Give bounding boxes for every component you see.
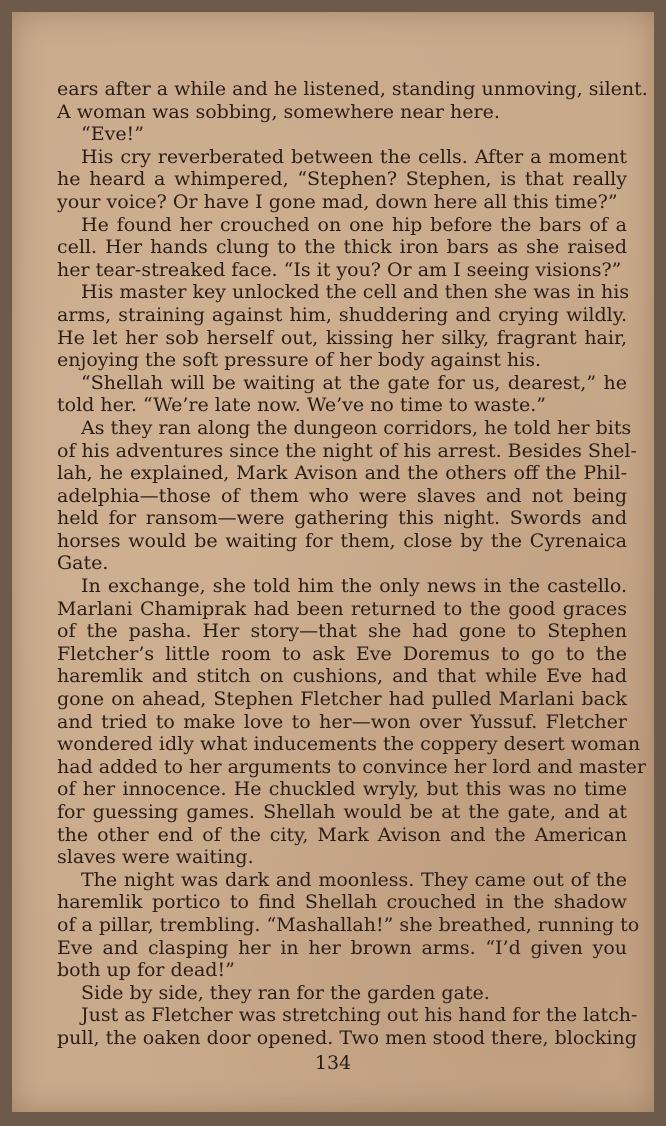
text-line: both up for dead!”: [57, 959, 235, 982]
text-line: In exchange, she told him the only news in the castello.: [81, 575, 627, 598]
text-line: ears after a while and he listened, standing unmoving, silent.: [57, 78, 648, 100]
text-line: adelphia—those of them who were slaves and not being: [57, 484, 627, 507]
text-line: haremlik and stitch on cushions, and that while Eve had: [57, 665, 627, 688]
text-line: haremlik portico to find Shellah crouched in the shadow: [57, 891, 627, 914]
text-line: lah, he explained, Mark Avison and the others off the Phil-: [57, 462, 627, 485]
text-line: held for ransom—were gathering this night. Swords and: [57, 507, 627, 530]
text-line: horses would be waiting for them, close by the Cyrenaica: [57, 529, 627, 552]
text-line: of her innocence. He chuckled wryly, but this was no time: [57, 778, 627, 801]
text-line: of a pillar, trembling. “Mashallah!” she breathed, running to: [57, 913, 640, 936]
text-line: He let her sob herself out, kissing her silky, fragrant hair,: [57, 326, 627, 349]
text-line: wondered idly what inducements the coppery desert woman: [57, 733, 641, 756]
text-line: His cry reverberated between the cells. After a moment: [81, 145, 627, 168]
text-line: the other end of the city, Mark Avison and the American: [57, 823, 627, 846]
text-line: enjoying the soft pressure of her body against his.: [57, 349, 542, 372]
text-line: A woman was sobbing, somewhere near here.: [57, 100, 500, 123]
text-line: Side by side, they ran for the garden gate.: [81, 981, 490, 1004]
text-line: told her. “We’re late now. We’ve no time to waste.”: [57, 394, 546, 417]
page-number: 134: [314, 1052, 352, 1074]
text-line: pull, the oaken door opened. Two men stood there, blocking: [57, 1026, 637, 1049]
text-line: her tear-streaked face. “Is it you? Or am I seeing visions?”: [57, 258, 622, 281]
text-line: Just as Fletcher was stretching out his hand for the latch-: [81, 1004, 638, 1027]
text-line: of his adventures since the night of his arrest. Besides Shel-: [57, 439, 637, 462]
text-line: He found her crouched on one hip before the bars of a: [81, 213, 627, 236]
text-line: had added to her arguments to convince her lord and master: [57, 755, 646, 778]
text-line: for guessing games. Shellah would be at the gate, and at: [57, 801, 627, 823]
text-line: The night was dark and moonless. They came out of the: [81, 868, 627, 891]
text-line: “Eve!”: [81, 123, 144, 146]
text-line: Marlani Chamiprak had been returned to the good graces: [57, 597, 627, 620]
text-line: His master key unlocked the cell and then she was in his: [81, 281, 630, 304]
text-line: slaves were waiting.: [57, 846, 254, 869]
text-line: of the pasha. Her story—that she had gone to Stephen: [57, 620, 627, 643]
text-line: Eve and clasping her in her brown arms. “I’d given you: [57, 936, 627, 959]
text-line: “Shellah will be waiting at the gate for us, dearest,” he: [81, 371, 627, 394]
text-line: he heard a whimpered, “Stephen? Stephen, is that really: [57, 168, 627, 191]
text-line: Fletcher’s little room to ask Eve Doremus to go to the: [57, 642, 627, 665]
text-line: your voice? Or have I gone mad, down here all this time?”: [57, 190, 618, 213]
text-line: and tried to make love to her—won over Yussuf. Fletcher: [57, 710, 627, 733]
body-text: [57, 78, 648, 1050]
text-line: Gate.: [57, 552, 109, 575]
text-line: arms, straining against him, shuddering and crying wildly.: [57, 303, 627, 326]
text-line: As they ran along the dungeon corridors, he told her bits: [81, 416, 632, 439]
text-line: cell. Her hands clung to the thick iron bars as she raised: [57, 236, 627, 259]
text-line: gone on ahead, Stephen Fletcher had pulled Marlani back: [57, 688, 627, 711]
